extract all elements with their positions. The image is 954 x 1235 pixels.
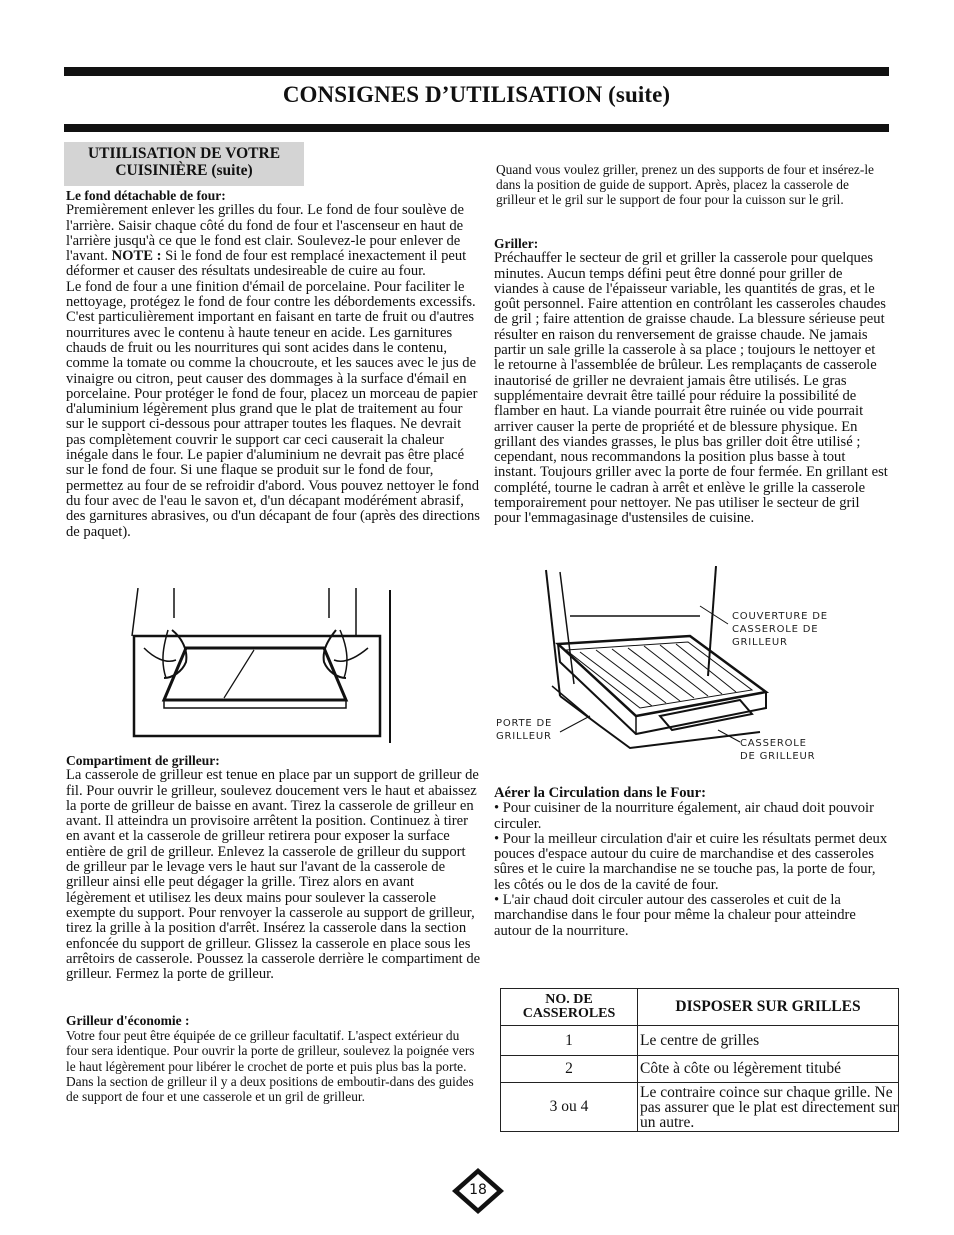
figure-label-door-line2: GRILLEUR — [496, 731, 552, 742]
compart-text: La casserole de grilleur est tenue en place par un support de grilleur de fil. Pour ouvrir le grilleur, soulevez doucement vers le haut et abaissez la porte de grilleur de baisse en avant. Tirez la casserole de grilleur en avant. Il atteindra un provisoire arrêtent la position. Continuez à tirer en avant et la casserole de grilleur retirera pour exposer la surface entière de gril de grilleur. Enlevez la casserole de grilleur du support de grilleur par le levage vers le haut sur l'avant de la casserole de grilleur ainsi elle peut dégager la grille. Tirez alors en avant légèrement et utilisez les deux mains pour soulever la casserole exempte du support. Pour renvoyer la casserole au support de grilleur, tirez la grille à la position d'arrêt. Insérez la casserole dans la section enfoncée du support de grilleur. Glissez la casserole en place sous les arrêtoirs de casserole. Poussez la casserole derrière le compartiment de grilleur. Fermez la porte de grilleur. — [66, 767, 481, 983]
fond-paragraph-2: Le fond de four a une finition d'émail de porcelaine. Pour faciliter le nettoyage, protégez le fond de four contre les débordements excessifs. C'est particulièrement important en faisant en tarte de fruit ou d'autres nourritures avec le contenu à haute teneur en acide. Les garnitures chauds de fruit ou les nourritures qui sont acides dans le contenu, comme la tomate ou comme la choucroute, et les sauces avec le jus de vinaigre ou citron, peut causer des dommages à la surface d'émail en porcelaine. Pour protéger le fond de four, placez un morceau de papier d'aluminium légèrement plus grand que le plat de traitement au four sur le support ci-dessous pour attraper toutes les flaques. Ne devrait pas complètement couvrir le support car ceci causerait la chaleur inégale dans le four. Le papier d'aluminium ne devrait pas être placé sur le fond de four. Si une flaque se produit sur le fond de four, permettez au four de se refroidir d'abord. Vous pouvez nettoyer le fond du four avec de l'eau le savon et, d'un décapant modérément abrasif, des garnitures abrasives, ou d'un décapant de four (après des directions de paquet). — [66, 278, 480, 540]
broiler-illustration — [540, 566, 770, 752]
figure-label-cover — [732, 610, 828, 649]
page-number-badge — [450, 1166, 506, 1216]
griller-section — [494, 236, 888, 527]
header-rule-bottom — [64, 124, 889, 132]
table-row — [501, 1026, 899, 1056]
figure-label-cover-line1: COUVERTURE DE — [732, 611, 828, 622]
fond-heading: Le fond détachable de four: — [66, 188, 226, 203]
table-header-count-line2: CASSEROLES — [522, 1006, 616, 1021]
table-row — [501, 1056, 899, 1083]
eco-text: Votre four peut être équipée de ce grilleur facultatif. L'aspect extérieur du four sera identique. Pour ouvrir la porte de grilleur, soulevez la poignée vers le haut légèrement pour libérer le crochet de porte et puis plus bas la porte. Dans la section de grilleur il y a deux positions de emboutir-dans des guides de support de four et une casserole et un gril de grilleur. — [66, 1028, 475, 1105]
figure-label-door — [496, 717, 552, 743]
aerer-bullet-3: • L'air chaud doit circuler autour des casseroles et cuit de la marchandise dans le four pour même la chaleur pour atteindre autour de la nourriture. — [494, 892, 856, 939]
griller-text: Préchauffer le secteur de gril et griller la casserole pour quelques minutes. Aucun temps défini peut être donné pour griller de viandes à cause de l'épaisseur variable, les quantités de gras, et le goût personnel. Faire attention en contrôlant les casseroles chaudes de gril ; faire attention de graisse chaude. La blessure sérieuse peut résulter en raison du renversement de graisse chaude. Ne jamais partir un sale grille la casserole à sa place ; toujours le nettoyer et le retourne à l'assemblée de brûleur. Les remplaçants de casserole inautorisé de griller ne devraient jamais être utilisés. Le gras supplémentaire devrait être taillé pour réduire la possibilité de flamber en haut. La viande pourrait être ruinée ou vide pourrait arriver causer la perte de propriété et de blessure physique. En grillant des viandes grasses, le plus bas griller doit être utilisé ; cependant, nous recommandons la position plus basse à tout instant. Toujours griller avec la porte de four fermée. En grillant est complété, tourne le cadran à arrêt et enlève le grille la casserole temporairement pour nettoyer. Ne pas utiliser le secteur de gril pour l'emmagasinage d'ustensiles de cuisine. — [494, 250, 888, 527]
table-header-arrangement: DISPOSER SUR GRILLES — [638, 989, 899, 1026]
page-number: 18 — [469, 1182, 487, 1198]
fond-text-b: Si le fond de four est remplacé inexactement il peut déformer et causer des résultats undesireable de cuire au four. — [66, 248, 467, 280]
figure-label-cover-line3: GRILLEUR — [732, 637, 788, 648]
table-header-count — [501, 989, 638, 1026]
figure-label-pan-line1: CASSEROLE — [740, 738, 807, 749]
table-cell-count: 1 — [501, 1026, 638, 1056]
aerer-section — [494, 786, 888, 939]
rack-table — [500, 988, 899, 1132]
oven-bottom-illustration — [124, 588, 394, 750]
figure-label-cover-line2: CASSEROLE DE — [732, 624, 819, 635]
table-cell-count: 3 ou 4 — [501, 1083, 638, 1132]
economie-section — [66, 1013, 482, 1104]
table-cell-count: 2 — [501, 1056, 638, 1083]
aerer-bullet-1: • Pour cuisiner de la nourriture également, air chaud doit pouvoir circuler. — [494, 800, 874, 832]
table-cell-arrangement: Le centre de grilles — [638, 1026, 899, 1056]
compartiment-section — [66, 753, 482, 982]
section-title-line1: UTIILISATION DE VOTRE — [87, 145, 281, 162]
fond-note-label: NOTE : — [111, 248, 162, 265]
aerer-bullet-2: • Pour la meilleur circulation d'air et cuire les résultats permet deux pouces d'espace autour du cuire de marchandise et des casseroles sûres et le cuire la marchandise ne se touche pas, la porte de four, les côtés ou le dos de la cavité de four. — [494, 830, 888, 893]
aerer-heading: Aérer la Circulation dans le Four: — [494, 785, 707, 801]
header-rule-top — [64, 67, 889, 76]
figure-label-pan — [740, 737, 815, 763]
figure-label-door-line1: PORTE DE — [496, 718, 553, 729]
figure-label-pan-line2: DE GRILLEUR — [740, 751, 816, 762]
table-cell-arrangement: Côte à côte ou légèrement titubé — [638, 1056, 899, 1083]
fond-paragraph-1 — [66, 203, 482, 279]
table-header-row — [501, 989, 899, 1026]
table-cell-arrangement: Le contraire coince sur chaque grille. Ne pas assurer que le plat est directement sur un autre. — [638, 1083, 899, 1132]
table-header-count-line1: NO. DE — [545, 992, 593, 1007]
eco-heading: Grilleur d'économie : — [66, 1013, 190, 1028]
section-title-box — [64, 142, 304, 186]
compart-heading: Compartiment de grilleur: — [66, 753, 220, 768]
page-title: CONSIGNES D’UTILISATION (suite) — [282, 82, 671, 107]
griller-heading: Griller: — [494, 236, 539, 251]
intro-text: Quand vous voulez griller, prenez un des supports de four et insérez-le dans la position de guide de support. Après, placez la casserole de grilleur et le gril sur le support de four pour la cuisson sur le gril. — [496, 162, 874, 208]
section-title-line2: CUISINIÈRE (suite) — [115, 162, 253, 179]
fond-text-a: Premièrement enlever les grilles du four. Le fond de four soulève de l'arrière. Saisir chaque côté du fond de four et l'ascenseur en haut de l'arrière jusqu'à ce que le fond est clair. Soulevez-le pour enlever de l'avant. — [66, 202, 464, 265]
fond-section — [66, 188, 482, 540]
table-row — [501, 1083, 899, 1132]
